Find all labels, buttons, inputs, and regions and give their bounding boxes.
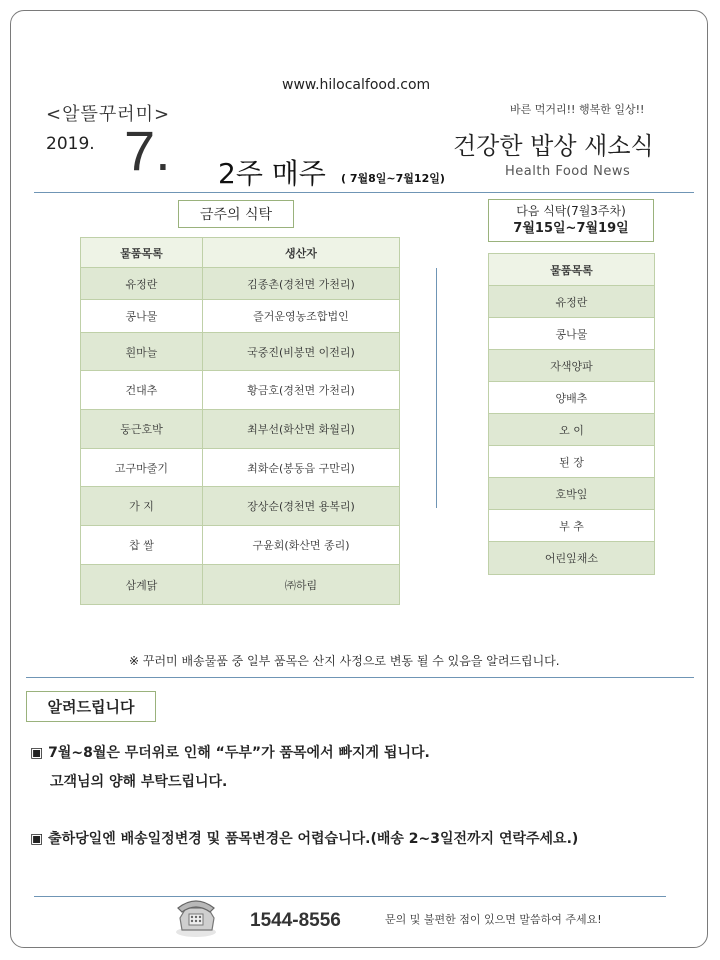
item-cell: 호박잎 xyxy=(489,478,655,510)
table-row xyxy=(81,268,400,300)
issue-month: 7. xyxy=(124,119,171,182)
newsletter-subtitle: Health Food News xyxy=(505,164,631,179)
notice-item-2: ▣ 출하당일엔 배송일정변경 및 품목변경은 어렵습니다.(배송 2~3일전까지 연락주세요.) xyxy=(30,831,579,847)
list-item xyxy=(489,542,655,575)
newsletter-title: 건강한 밥상 새소식 xyxy=(453,132,654,160)
this-week-table xyxy=(80,237,400,605)
issue-week: 2주 매주 xyxy=(218,157,326,190)
table-header-row xyxy=(489,254,655,286)
table-row xyxy=(81,449,400,487)
table-row xyxy=(81,526,400,565)
next-week-dates: 7월15일~7월19일 xyxy=(513,221,629,236)
list-item xyxy=(489,446,655,478)
issue-year: 2019. xyxy=(46,134,95,154)
item-cell: 콩나물 xyxy=(489,318,655,350)
disclaimer-text: ※ 꾸러미 배송물품 중 일부 품목은 산지 사정으로 변동 될 수 있음을 알려드립니다. xyxy=(129,654,560,668)
issue-dates: ( 7월8일~7월12일) xyxy=(341,172,445,185)
producer-cell: 국중진(비봉면 이전리) xyxy=(203,333,400,371)
next-week-label xyxy=(488,199,654,242)
producer-cell: 즐거운영농조합법인 xyxy=(203,300,400,333)
item-cell: 가 지 xyxy=(81,487,203,526)
notice-divider xyxy=(26,677,694,678)
producer-cell: 장상순(경천면 용복리) xyxy=(203,487,400,526)
producer-cell: 최부선(화산면 화월리) xyxy=(203,410,400,449)
table-header-row xyxy=(81,238,400,268)
list-item xyxy=(489,382,655,414)
item-cell: 흰마늘 xyxy=(81,333,203,371)
column-divider xyxy=(436,268,437,508)
item-cell: 찹 쌀 xyxy=(81,526,203,565)
producer-cell: ㈜하림 xyxy=(203,565,400,605)
item-cell: 콩나물 xyxy=(81,300,203,333)
telephone-icon xyxy=(172,892,220,940)
table-row xyxy=(81,333,400,371)
next-week-title: 다음 식탁(7월3주차) xyxy=(516,204,626,218)
producer-cell: 구윤회(화산면 종리) xyxy=(203,526,400,565)
list-item xyxy=(489,350,655,382)
notice-item-1-cont: 고객님의 양해 부탁드립니다. xyxy=(50,774,228,790)
table-row xyxy=(81,565,400,605)
column-header-item: 물품목록 xyxy=(81,238,203,268)
notice-title: 알려드립니다 xyxy=(26,691,156,722)
phone-number[interactable]: 1544-8556 xyxy=(250,910,341,931)
table-row xyxy=(81,410,400,449)
producer-cell: 최화순(봉동읍 구만리) xyxy=(203,449,400,487)
item-cell: 고구마줄기 xyxy=(81,449,203,487)
item-cell: 오 이 xyxy=(489,414,655,446)
item-cell: 된 장 xyxy=(489,446,655,478)
column-header-item: 물품목록 xyxy=(489,254,655,286)
table-row xyxy=(81,487,400,526)
producer-cell: 황금호(경천면 가천리) xyxy=(203,371,400,410)
list-item xyxy=(489,318,655,350)
contact-message: 문의 및 불편한 점이 있으면 말씀하여 주세요! xyxy=(385,913,602,926)
item-cell: 유정란 xyxy=(489,286,655,318)
item-cell: 건대추 xyxy=(81,371,203,410)
footer-divider xyxy=(34,896,666,897)
item-cell: 부 추 xyxy=(489,510,655,542)
item-cell: 자색양파 xyxy=(489,350,655,382)
table-row xyxy=(81,371,400,410)
site-url[interactable]: www.hilocalfood.com xyxy=(282,77,431,93)
notice-item-1: ▣ 7월~8월은 무더위로 인해 “두부”가 품목에서 빠지게 됩니다. xyxy=(30,745,430,761)
table-row xyxy=(81,300,400,333)
brand-name: <알뜰꾸러미> xyxy=(46,104,171,125)
producer-cell: 김종촌(경천면 가천리) xyxy=(203,268,400,300)
next-week-table xyxy=(488,253,655,575)
list-item xyxy=(489,286,655,318)
column-header-producer: 생산자 xyxy=(203,238,400,268)
item-cell: 어린잎채소 xyxy=(489,542,655,575)
item-cell: 양배추 xyxy=(489,382,655,414)
slogan: 바른 먹거리!! 행복한 일상!! xyxy=(510,103,645,116)
list-item xyxy=(489,414,655,446)
list-item xyxy=(489,510,655,542)
list-item xyxy=(489,478,655,510)
header-divider xyxy=(34,192,694,193)
item-cell: 삼계닭 xyxy=(81,565,203,605)
item-cell: 둥근호박 xyxy=(81,410,203,449)
item-cell: 유정란 xyxy=(81,268,203,300)
this-week-label: 금주의 식탁 xyxy=(178,200,294,228)
